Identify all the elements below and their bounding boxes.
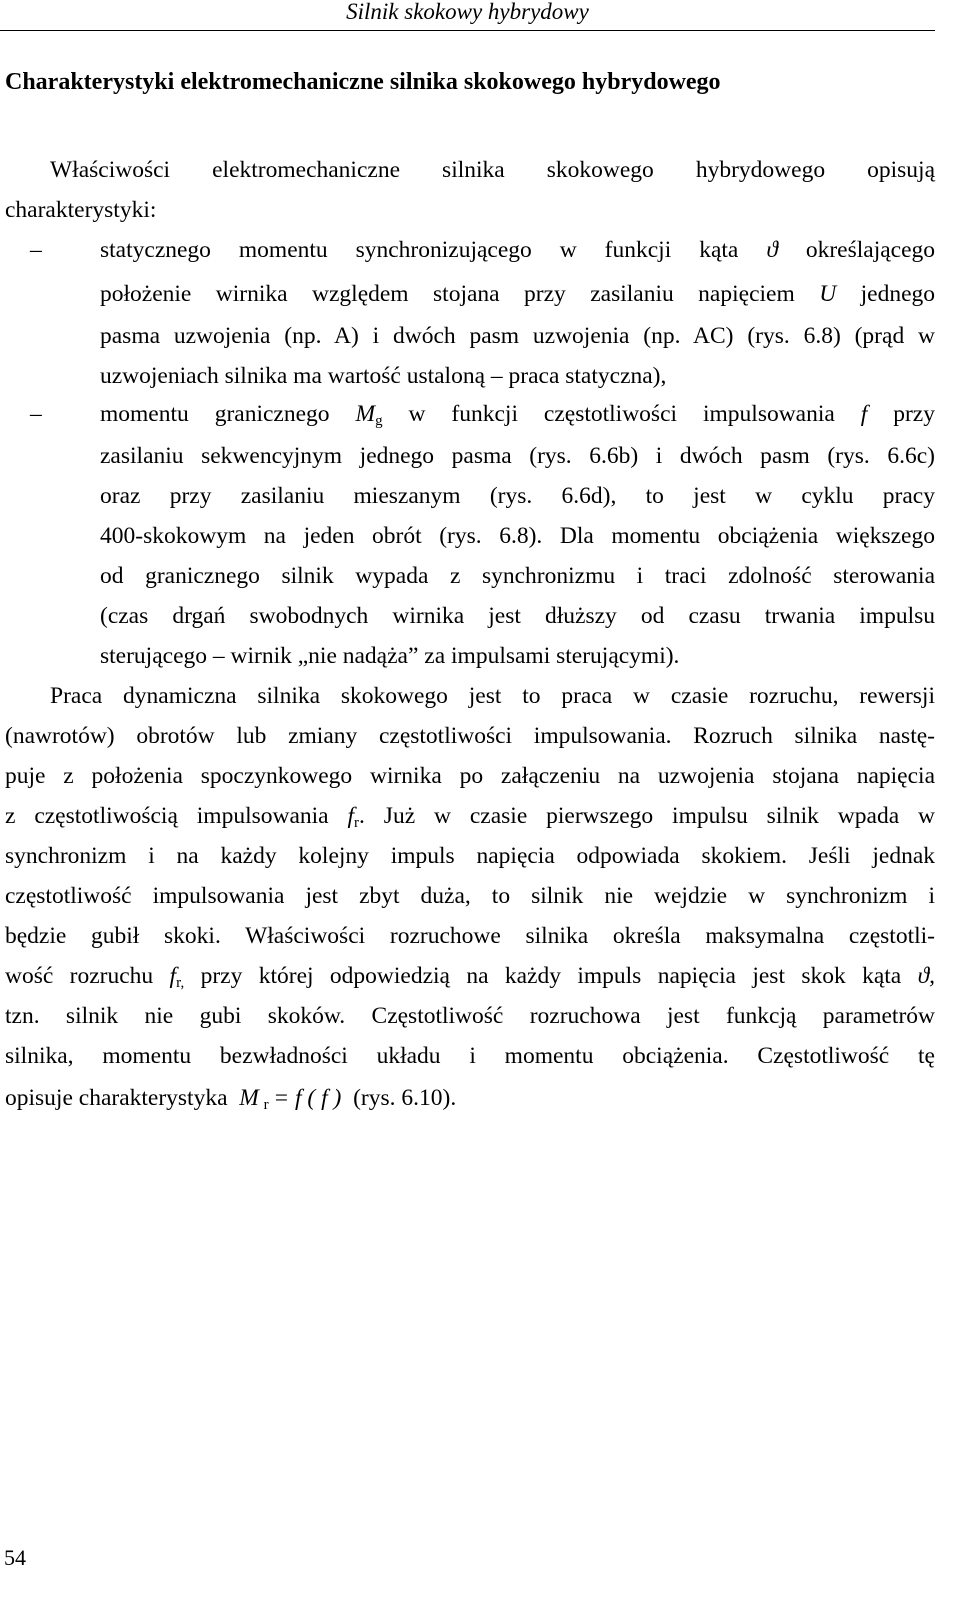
paragraph-2-line-8: wość rozruchu $f_{r,}$ przy której odpowiedzią na każdy impuls napięcia jest skok kąta ϑ,	[5, 963, 936, 991]
list-item-1-line-4: uzwojeniach silnika ma wartość ustaloną – praca statyczna),	[100, 363, 667, 389]
list-item-1-line-3: pasma uzwojenia (np. A) i dwóch pasm uzwojenia (np. AC) (rys. 6.8) (prąd w	[100, 323, 935, 349]
paragraph-2-line-11: opisuje charakterystyka M $_r$ = f ( f ) (rys. 6.10).	[5, 1085, 457, 1113]
running-header	[0, 0, 935, 31]
voltage-symbol: U	[819, 281, 837, 307]
theta-symbol: ϑ	[766, 237, 778, 263]
paragraph-2-line-9: tzn. silnik nie gubi skoków. Częstotliwość rozruchowa jest funkcją parametrów	[5, 1003, 935, 1029]
list-item-2-line-1: momentu granicznego $M_g$ w funkcji częstotliwości impulsowania f przy	[100, 401, 935, 429]
list-item-2-line-4: 400-skokowym na jeden obrót (rys. 6.8). Dla momentu obciążenia większego	[100, 523, 935, 549]
list-dash-2: –	[30, 401, 42, 427]
list-item-2-line-6: (czas drgań swobodnych wirnika jest dłuższy od czasu trwania impulsu	[100, 603, 935, 629]
paragraph-2-line-10: silnika, momentu bezwładności układu i momentu obciążenia. Częstotliwość tę	[5, 1043, 935, 1069]
frequency-symbol: f	[860, 401, 868, 427]
paragraph-2-line-3: puje z położenia spoczynkowego wirnika po załączeniu na uzwojenia stojana napięcia	[5, 763, 935, 789]
section-heading: Charakterystyki elektromechaniczne silnika skokowego hybrydowego	[5, 69, 721, 95]
running-title: Silnik skokowy hybrydowy	[346, 0, 589, 24]
list-item-2-line-5: od granicznego silnik wypada z synchronizmu i traci zdolność sterowania	[100, 563, 935, 589]
paragraph-2-line-7: będzie gubił skoki. Właściwości rozruchowe silnika określa maksymalna częstotli-	[5, 923, 935, 949]
start-frequency-formula: M $_r$ = f ( f )	[239, 1085, 342, 1113]
list-item-1-line-1: statycznego momentu synchronizującego w funkcji kąta ϑ określającego	[100, 237, 936, 263]
paragraph-2-line-6: częstotliwość impulsowania jest zbyt duża, to silnik nie wejdzie w synchronizm i	[5, 883, 935, 909]
paragraph-2-line-2: (nawrotów) obrotów lub zmiany częstotliwości impulsowania. Rozruch silnika nastę-	[5, 723, 935, 749]
list-item-2-line-7: sterującego – wirnik „nie nadąża” za impulsami sterującymi).	[100, 643, 680, 669]
theta-symbol: ϑ,	[917, 963, 936, 989]
list-dash-1: –	[30, 237, 42, 263]
paragraph-2-line-5: synchronizm i na każdy kolejny impuls napięcia odpowiada skokiem. Jeśli jednak	[5, 843, 935, 869]
intro-line-2: charakterystyki:	[5, 197, 157, 223]
torque-symbol: M	[355, 401, 376, 427]
list-item-2-line-2: zasilaniu sekwencyjnym jednego pasma (rys. 6.6b) i dwóch pasm (rys. 6.6c)	[100, 443, 935, 469]
paragraph-2-line-1: Praca dynamiczna silnika skokowego jest to praca w czasie rozruchu, rewersji	[50, 683, 935, 709]
list-item-1-line-2: położenie wirnika względem stojana przy zasilaniu napięciem U jednego	[100, 281, 936, 307]
list-item-2-line-3: oraz przy zasilaniu mieszanym (rys. 6.6d), to jest w cyklu pracy	[100, 483, 935, 509]
page-number: 54	[4, 1545, 26, 1570]
intro-line-1: Właściwości elektromechaniczne silnika skokowego hybrydowego opisują	[50, 157, 935, 183]
paragraph-2-line-4: z częstotliwością impulsowania $f_r$. Już w czasie pierwszego impulsu silnik wpada w	[5, 803, 935, 831]
